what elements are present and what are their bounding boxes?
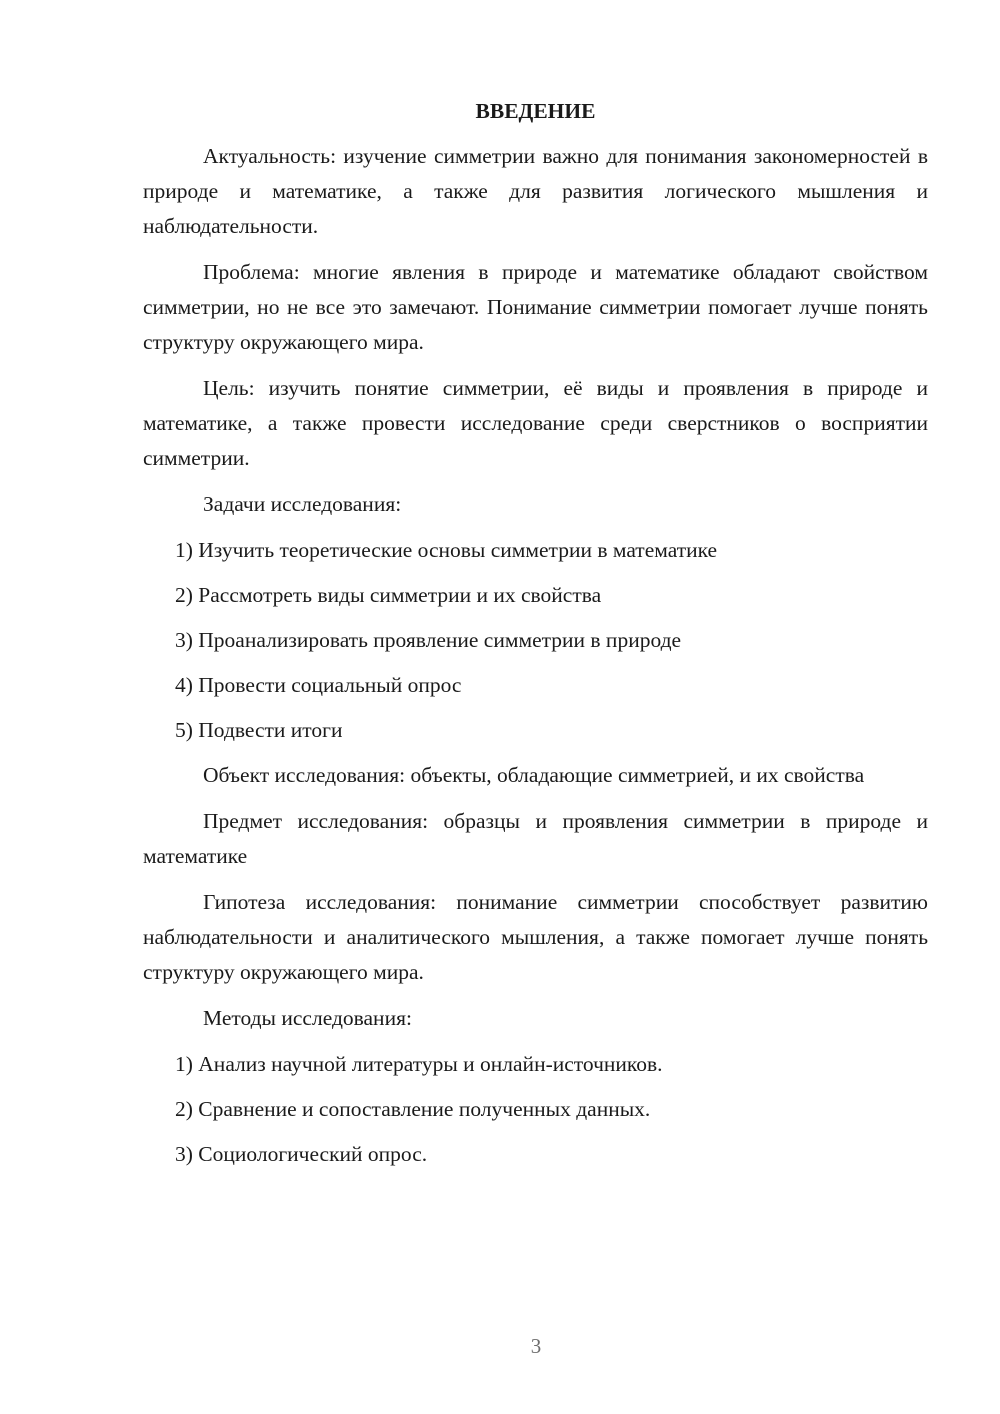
list-item: 4) Провести социальный опрос bbox=[175, 673, 462, 697]
problem-paragraph: Проблема: многие явления в природе и математике обладают свойством симметрии, но не все это замечают. Понимание симметрии помогает лучше понять структуру окружающего мира. bbox=[143, 260, 928, 354]
list-item: 1) Анализ научной литературы и онлайн-источников. bbox=[175, 1052, 663, 1076]
list-item: 3) Социологический опрос. bbox=[175, 1142, 428, 1166]
tasks-list bbox=[143, 533, 928, 748]
section-title: ВВЕДЕНИЕ bbox=[475, 99, 596, 123]
methods-heading: Методы исследования: bbox=[203, 1006, 412, 1030]
relevance-paragraph: Актуальность: изучение симметрии важно для понимания закономерностей в природе и математике, а также для развития логического мышления и наблюдательности. bbox=[143, 144, 928, 238]
list-item: 2) Рассмотреть виды симметрии и их свойства bbox=[175, 583, 602, 607]
list-item: 5) Подвести итоги bbox=[175, 718, 343, 742]
list-item: 2) Сравнение и сопоставление полученных данных. bbox=[175, 1097, 651, 1121]
object-paragraph: Объект исследования: объекты, обладающие симметрией, и их свойства bbox=[203, 763, 865, 787]
hypothesis-paragraph: Гипотеза исследования: понимание симметрии способствует развитию наблюдательности и аналитического мышления, а также помогает лучше понять структуру окружающего мира. bbox=[143, 890, 928, 984]
list-item: 1) Изучить теоретические основы симметрии в математике bbox=[175, 538, 718, 562]
tasks-heading: Задачи исследования: bbox=[203, 492, 402, 516]
list-item: 3) Проанализировать проявление симметрии в природе bbox=[175, 628, 682, 652]
goal-paragraph: Цель: изучить понятие симметрии, её виды и проявления в природе и математике, а также провести исследование среди сверстников о восприятии симметрии. bbox=[143, 376, 928, 470]
methods-list bbox=[143, 1047, 928, 1172]
subject-paragraph: Предмет исследования: образцы и проявления симметрии в природе и математике bbox=[143, 809, 928, 868]
page-number: 3 bbox=[530, 1334, 542, 1358]
page-content bbox=[143, 94, 928, 1182]
